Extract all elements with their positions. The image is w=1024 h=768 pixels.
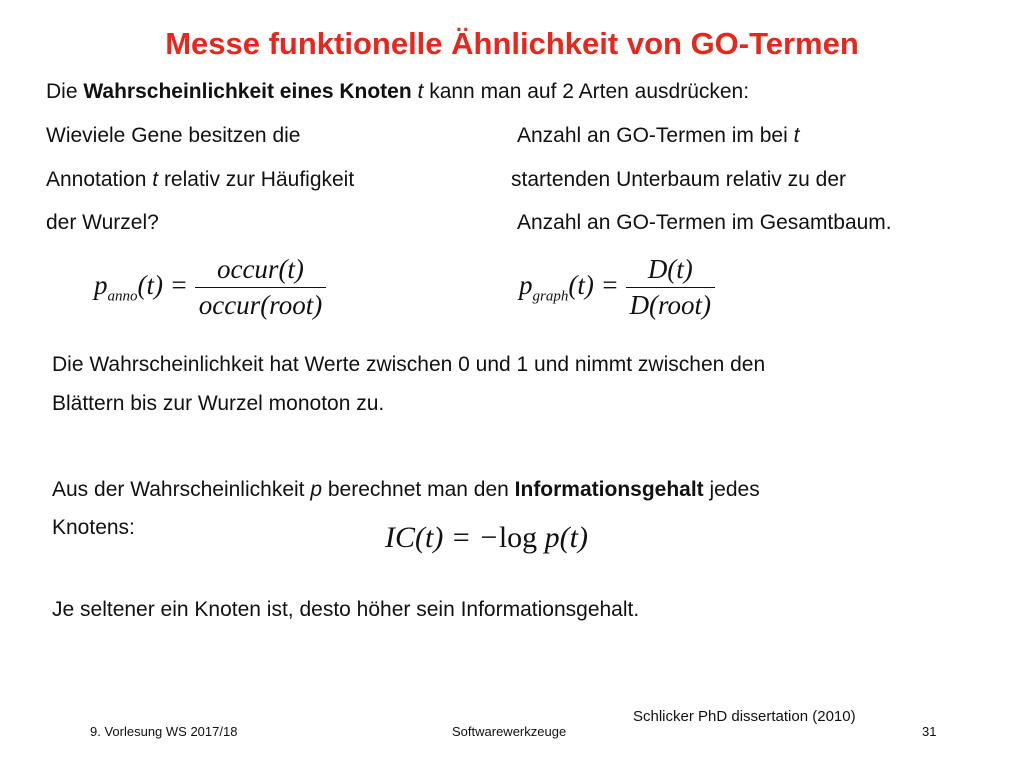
paragraph-3: Je seltener ein Knoten ist, desto höher sein Informationsgehalt. <box>52 598 640 621</box>
formula-p-graph-fraction <box>626 254 716 321</box>
citation: Schlicker PhD dissertation (2010) <box>633 708 856 725</box>
formula-p-graph-lhs <box>519 270 619 305</box>
paragraph-2-var: p <box>310 478 323 501</box>
slide-title: Messe funktionelle Ähnlichkeit von GO-Termen <box>165 26 859 61</box>
left-col-line-2-pre: Annotation <box>46 168 153 191</box>
formula-p-anno-denominator: occur(root) <box>198 290 323 320</box>
formula-ic <box>385 521 588 555</box>
paragraph-2-line-2: Knotens: <box>52 516 135 539</box>
formula-p-anno-p: p <box>94 269 108 300</box>
right-col-line-1 <box>517 124 799 148</box>
left-col-line-2-post: relativ zur Häufigkeit <box>158 168 355 191</box>
formula-p-graph-numerator: D(t) <box>626 254 716 288</box>
left-col-line-2 <box>46 168 354 192</box>
paragraph-2-line-1 <box>52 478 760 502</box>
paragraph-1-line-2: Blättern bis zur Wurzel monoton zu. <box>52 392 385 415</box>
right-col-line-1-pre: Anzahl an GO-Termen im bei <box>517 124 794 147</box>
footer-page-number: 31 <box>922 724 937 739</box>
paragraph-2-bold: Informationsgehalt <box>514 478 704 501</box>
formula-p-anno-lhs <box>94 270 188 305</box>
paragraph-2-pre: Aus der Wahrscheinlichkeit <box>52 478 311 501</box>
formula-p-graph-sub: graph <box>532 288 569 305</box>
formula-p-anno-sub: anno <box>107 288 138 305</box>
paragraph-2-mid: berechnet man den <box>322 478 515 501</box>
intro-line <box>46 80 749 104</box>
formula-p-anno-numerator: occur(t) <box>195 254 326 288</box>
right-col-line-3: Anzahl an GO-Termen im Gesamtbaum. <box>517 211 892 234</box>
formula-p-anno-fraction <box>195 254 326 321</box>
right-col-line-1-var: t <box>793 124 800 147</box>
paragraph-1-line-1: Die Wahrscheinlichkeit hat Werte zwischen 0 und 1 und nimmt zwischen den <box>52 353 766 376</box>
intro-pre: Die <box>46 80 84 103</box>
intro-post: kann man auf 2 Arten ausdrücken: <box>423 80 750 103</box>
left-col-line-3: der Wurzel? <box>46 211 159 234</box>
formula-ic-lhs: IC(t) = − <box>385 521 499 554</box>
left-col-line-1: Wieviele Gene besitzen die <box>46 124 301 147</box>
right-col-line-2: startenden Unterbaum relativ zu der <box>511 168 847 191</box>
left-col-line-2-var: t <box>152 168 159 191</box>
intro-var: t <box>417 80 424 103</box>
formula-p-graph-arg: (t) = <box>568 269 619 300</box>
formula-ic-rhs: p(t) <box>544 521 588 554</box>
footer-course: Softwarewerkzeuge <box>452 724 567 739</box>
formula-p-graph-p: p <box>519 269 533 300</box>
formula-p-graph-denominator: D(root) <box>629 290 712 320</box>
formula-p-anno-arg: (t) = <box>137 269 188 300</box>
formula-p-graph <box>519 254 715 321</box>
formula-ic-log: log <box>498 521 538 554</box>
paragraph-2-post: jedes <box>703 478 760 501</box>
formula-p-anno <box>94 254 326 321</box>
footer-lecture: 9. Vorlesung WS 2017/18 <box>90 724 238 739</box>
intro-bold: Wahrscheinlichkeit eines Knoten <box>83 80 412 103</box>
